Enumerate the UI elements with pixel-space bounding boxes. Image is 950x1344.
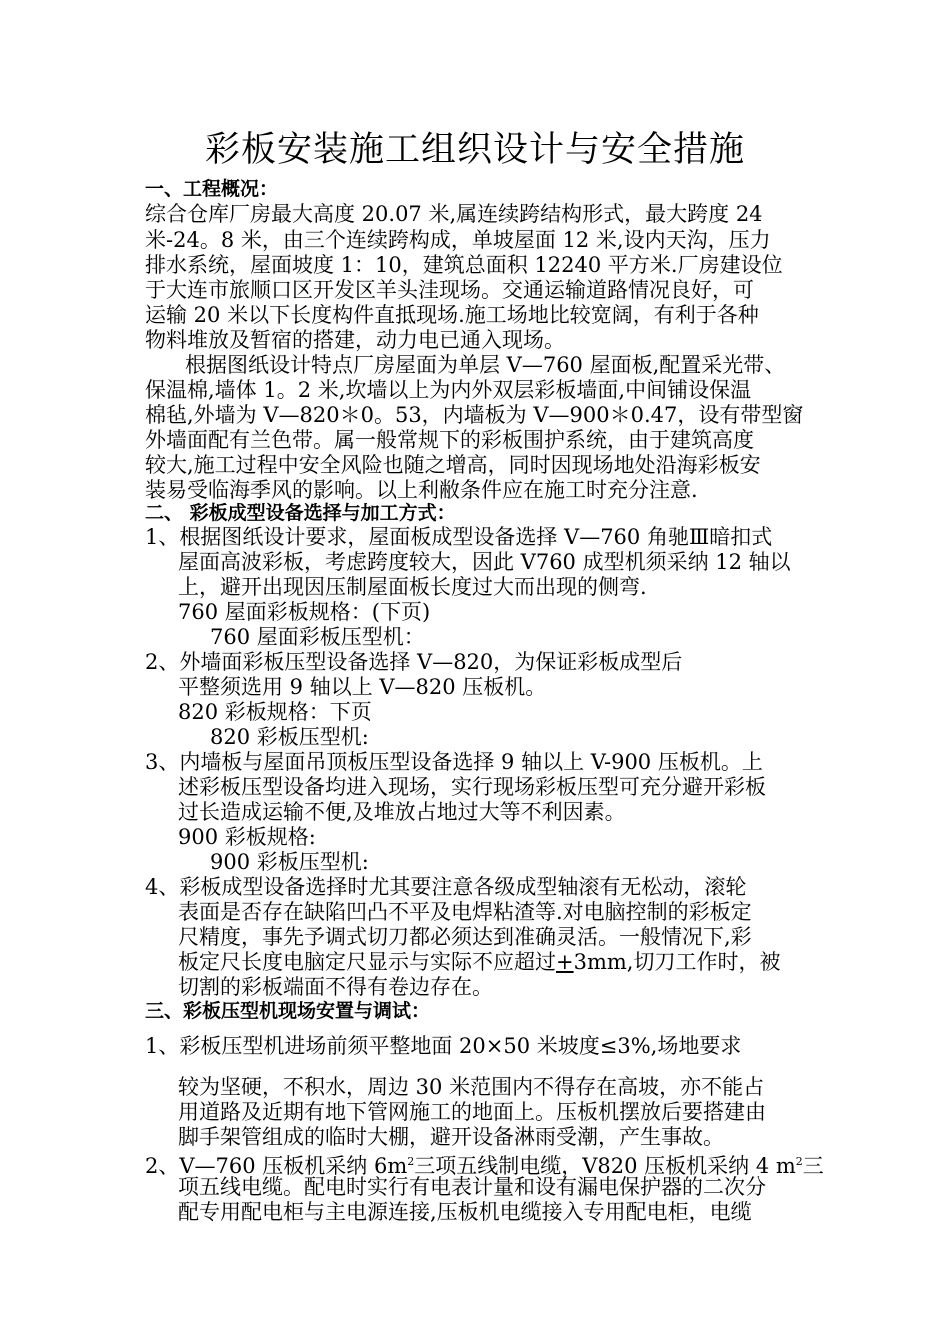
list-item-line: 1、根据图纸设计要求，屋面板成型设备选择 V—760 角驰Ⅲ暗扣式 [145,525,773,549]
list-item-line: 表面是否存在缺陷凹凸不平及电焊粘渣等.对电脑控制的彩板定 [178,900,752,924]
list-item-line: 切割的彩板端面不得有卷边存在。 [178,975,493,999]
list-item-line: 过长造成运输不便,及堆放占地过大等不利因素。 [178,800,626,824]
text-segment: 3mm,切刀工作时，被 [573,950,781,974]
paragraph-line: 综合仓库厂房最大高度 20.07 米,属连续跨结构形式，最大跨度 24 [145,202,763,226]
paragraph-line: 运输 20 米以下长度构件直抵现场.施工场地比较宽阔，有利于各种 [145,303,759,327]
list-item-line: 尺精度，事先予调式切刀都必须达到准确灵活。一般情况下,彩 [178,925,752,949]
paragraph-line: 较大,施工过程中安全风险也随之增高，同时因现场地处沿海彩板安 [145,453,761,477]
paragraph-line: 保温棉,墙体 1。2 米,坎墙以上为内外双层彩板墙面,中间铺设保温 [145,378,752,402]
list-item-line: 配专用配电柜与主电源连接,压板机电缆接入专用配电柜，电缆 [178,1200,752,1224]
list-item-line: 脚手架管组成的临时大棚，避开设备淋雨受潮，产生事故。 [178,1125,724,1149]
spec-label: 900 彩板规格: [178,825,316,849]
list-item-line: 屋面高波彩板，考虑跨度较大，因此 V760 成型机须采纳 12 轴以 [178,550,791,574]
text-segment: 三项五线制电缆，V820 压板机采纳 4 m [414,1154,796,1178]
list-item-line [178,949,780,975]
paragraph-line: 米-24。8 米，由三个连续跨构成，单坡屋面 12 米,设内天沟，压力 [145,228,771,252]
plus-minus-sign: + [556,950,574,974]
list-item-line: 项五线电缆。配电时实行有电表计量和设有漏电保护器的二次分 [178,1175,766,1199]
section-3-heading: 三、彩板压型机现场安置与调试： [145,1000,431,1022]
list-item-line: 4、彩板成型设备选择时尤其要注意各级成型轴滚有无松动，滚轮 [145,875,747,899]
section-2-heading: 二、 彩板成型设备选择与加工方式： [145,502,456,524]
list-item-line: 较为坚硬，不积水，周边 30 米范围内不得存在高坡，亦不能占 [178,1075,765,1099]
paragraph-line: 根据图纸设计特点厂房屋面为单层 V—760 屋面板,配置采光带、 [185,353,786,377]
text-segment: 板定尺长度电脑定尺显示与实际不应超过 [178,950,556,974]
paragraph-line: 物料堆放及暂宿的搭建，动力电已通入现场。 [145,328,565,352]
list-item-line: 3、内墙板与屋面吊顶板压型设备选择 9 轴以上 V-900 压板机。上 [145,750,763,774]
text-segment: 2、V—760 压板机采纳 6m [145,1154,408,1178]
superscript: 2 [795,1155,803,1168]
machine-label: 760 屋面彩板压型机： [210,625,425,649]
paragraph-line: 棉毡,外墙为 V—820＊0。53，内墙板为 V—900＊0.47，设有带型窗 [145,403,804,427]
list-item-line: 平整须选用 9 轴以上 V—820 压板机。 [178,675,547,699]
list-item-line: 2、外墙面彩板压型设备选择 V—820，为保证彩板成型后 [145,650,683,674]
paragraph-line: 外墙面配有兰色带。属一般常规下的彩板围护系统，由于建筑高度 [145,428,754,452]
machine-label: 820 彩板压型机: [210,725,369,749]
machine-label: 900 彩板压型机: [210,850,369,874]
list-item-line: 用道路及近期有地下管网施工的地面上。压板机摆放后要搭建由 [178,1100,766,1124]
paragraph-line: 装易受临海季风的影响。以上利敝条件应在施工时充分注意. [145,478,698,502]
spec-label: 760 屋面彩板规格：(下页) [178,600,431,624]
text-segment: 三 [802,1154,824,1178]
list-item-line: 述彩板压型设备均进入现场，实行现场彩板压型可充分避开彩板 [178,775,766,799]
list-item-line: 1、彩板压型机进场前须平整地面 20×50 米坡度≤3%,场地要求 [145,1034,742,1058]
paragraph-line: 排水系统，屋面坡度 1：10，建筑总面积 12240 平方米.厂房建设位 [145,253,783,277]
paragraph-line: 于大连市旅顺口区开发区羊头洼现场。交通运输道路情况良好，可 [145,278,754,302]
section-1-heading: 一、工程概况： [145,178,279,200]
superscript: 2 [407,1155,415,1168]
spec-label: 820 彩板规格：下页 [178,700,372,724]
list-item-line: 上，避开出现因压制屋面板长度过大而出现的侧弯. [178,575,647,599]
document-title: 彩板安装施工组织设计与安全措施 [204,130,745,170]
